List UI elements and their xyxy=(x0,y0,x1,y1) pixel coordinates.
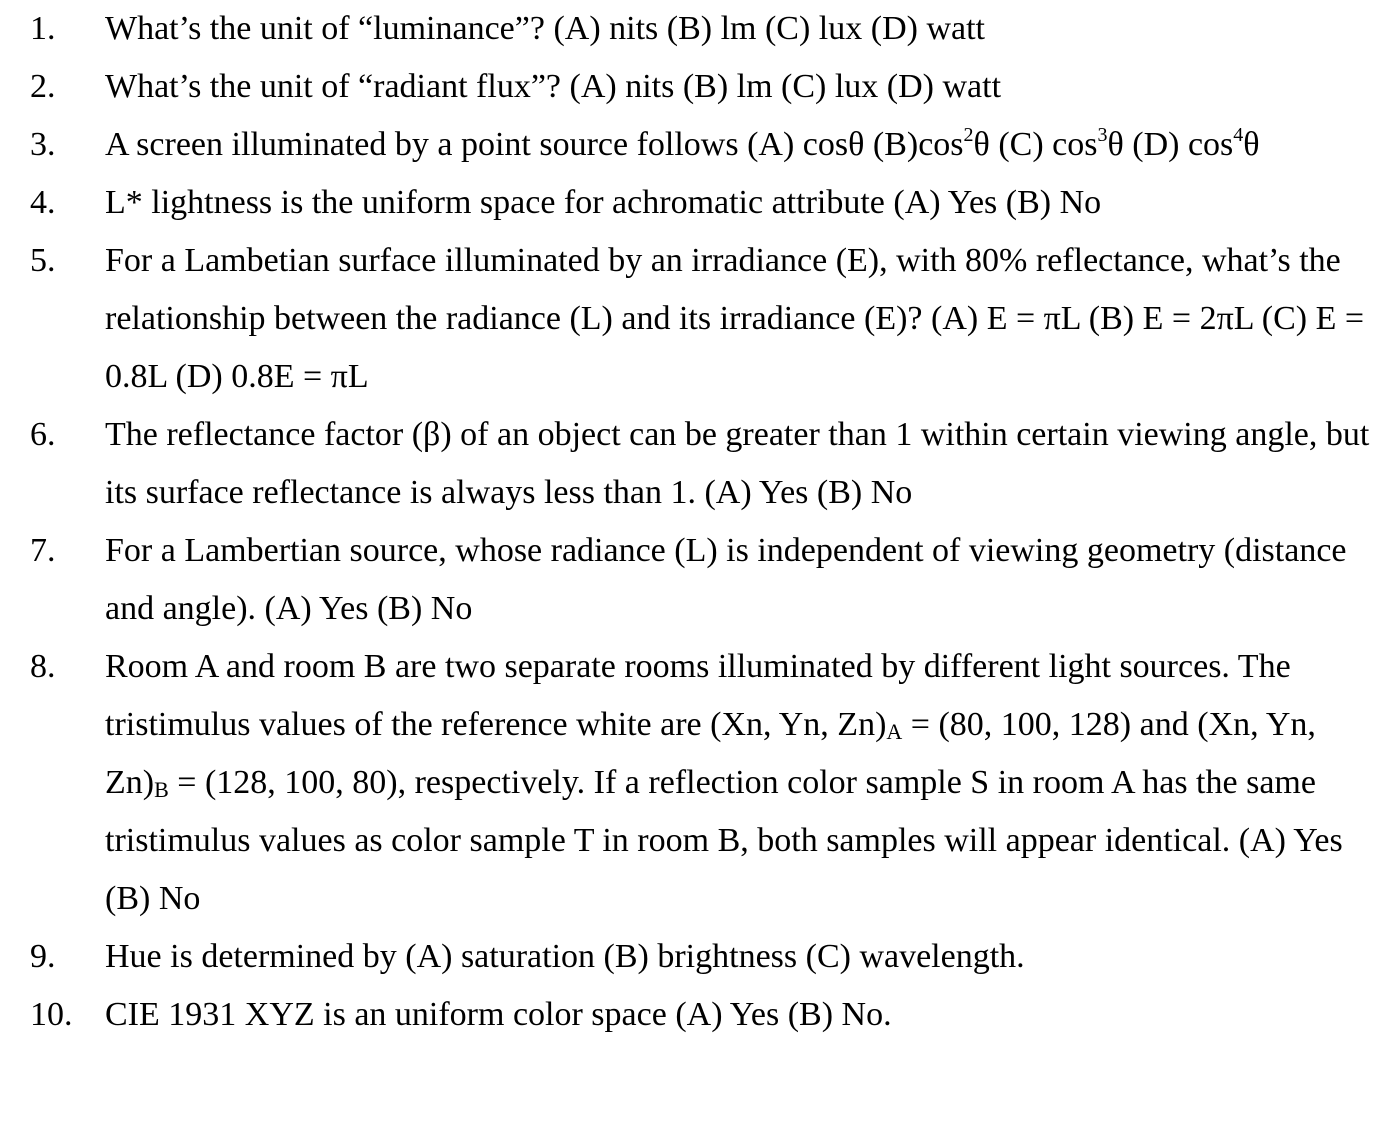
question-number: 7. xyxy=(30,532,56,569)
question-text: A screen illuminated by a point source follows (A) cosθ $(B)\cos^2\theta$ (C) $\cos^3\theta$ (D) $\cos^4\theta$ xyxy=(105,124,1260,163)
question-number: 10. xyxy=(30,996,73,1033)
question-text: CIE 1931 XYZ is an uniform color space (A) Yes (B) No. xyxy=(105,996,892,1033)
superscript: 3 xyxy=(1097,124,1108,146)
question-text: Room A and room B are two separate rooms illuminated by different light sources. The tristimulus values of the reference white are (Xn, Yn, $Zn)_A = (80$, 100, 128) and (Xn, Yn, $Zn)_B = (128$, 100, 80), respectively. If a reflection color sample S in room A has the same tristimulus values as color sample T in room B, both samples will appear identical. (A) Yes (B) No xyxy=(105,648,1343,917)
question-number: 5. xyxy=(30,242,56,279)
question-text: Hue is determined by (A) saturation (B) brightness (C) wavelength. xyxy=(105,938,1025,975)
question-item xyxy=(30,0,1370,58)
question-text: What’s the unit of “radiant flux”? (A) nits (B) lm (C) lux (D) watt xyxy=(105,68,1002,105)
question-item xyxy=(30,638,1370,928)
subscript: B xyxy=(154,777,169,802)
question-item xyxy=(30,928,1370,986)
question-text: For a Lambertian source, whose radiance (L) is independent of viewing geometry (distance and angle). (A) Yes (B) No xyxy=(105,532,1347,627)
question-number: 3. xyxy=(30,126,56,163)
subscript: A xyxy=(886,719,903,744)
question-number: 4. xyxy=(30,184,56,221)
question-number: 8. xyxy=(30,648,56,685)
question-item xyxy=(30,522,1370,638)
question-number: 6. xyxy=(30,416,56,453)
question-number: 2. xyxy=(30,68,56,105)
question-item xyxy=(30,232,1370,406)
question-item xyxy=(30,174,1370,232)
question-item xyxy=(30,406,1370,522)
superscript: 2 xyxy=(963,124,974,146)
question-text: L* lightness is the uniform space for achromatic attribute (A) Yes (B) No xyxy=(105,184,1102,221)
superscript: 4 xyxy=(1233,124,1244,146)
question-text: What’s the unit of “luminance”? (A) nits (B) lm (C) lux (D) watt xyxy=(105,10,985,47)
question-number: 1. xyxy=(30,10,56,47)
question-text: For a Lambetian surface illuminated by an irradiance (E), with 80% reflectance, what’s the relationship between the radiance (L) and its irradiance (E)? (A) E = πL (B) E = 2πL (C) E = 0.8L (D) 0.8E = πL xyxy=(105,242,1365,395)
question-item xyxy=(30,986,1370,1044)
question-list xyxy=(30,0,1370,1044)
question-text: The reflectance factor (β) of an object can be greater than 1 within certain viewing angle, but its surface reflectance is always less than 1. (A) Yes (B) No xyxy=(105,416,1370,511)
question-number: 9. xyxy=(30,938,56,975)
question-item xyxy=(30,58,1370,116)
question-item xyxy=(30,116,1370,174)
